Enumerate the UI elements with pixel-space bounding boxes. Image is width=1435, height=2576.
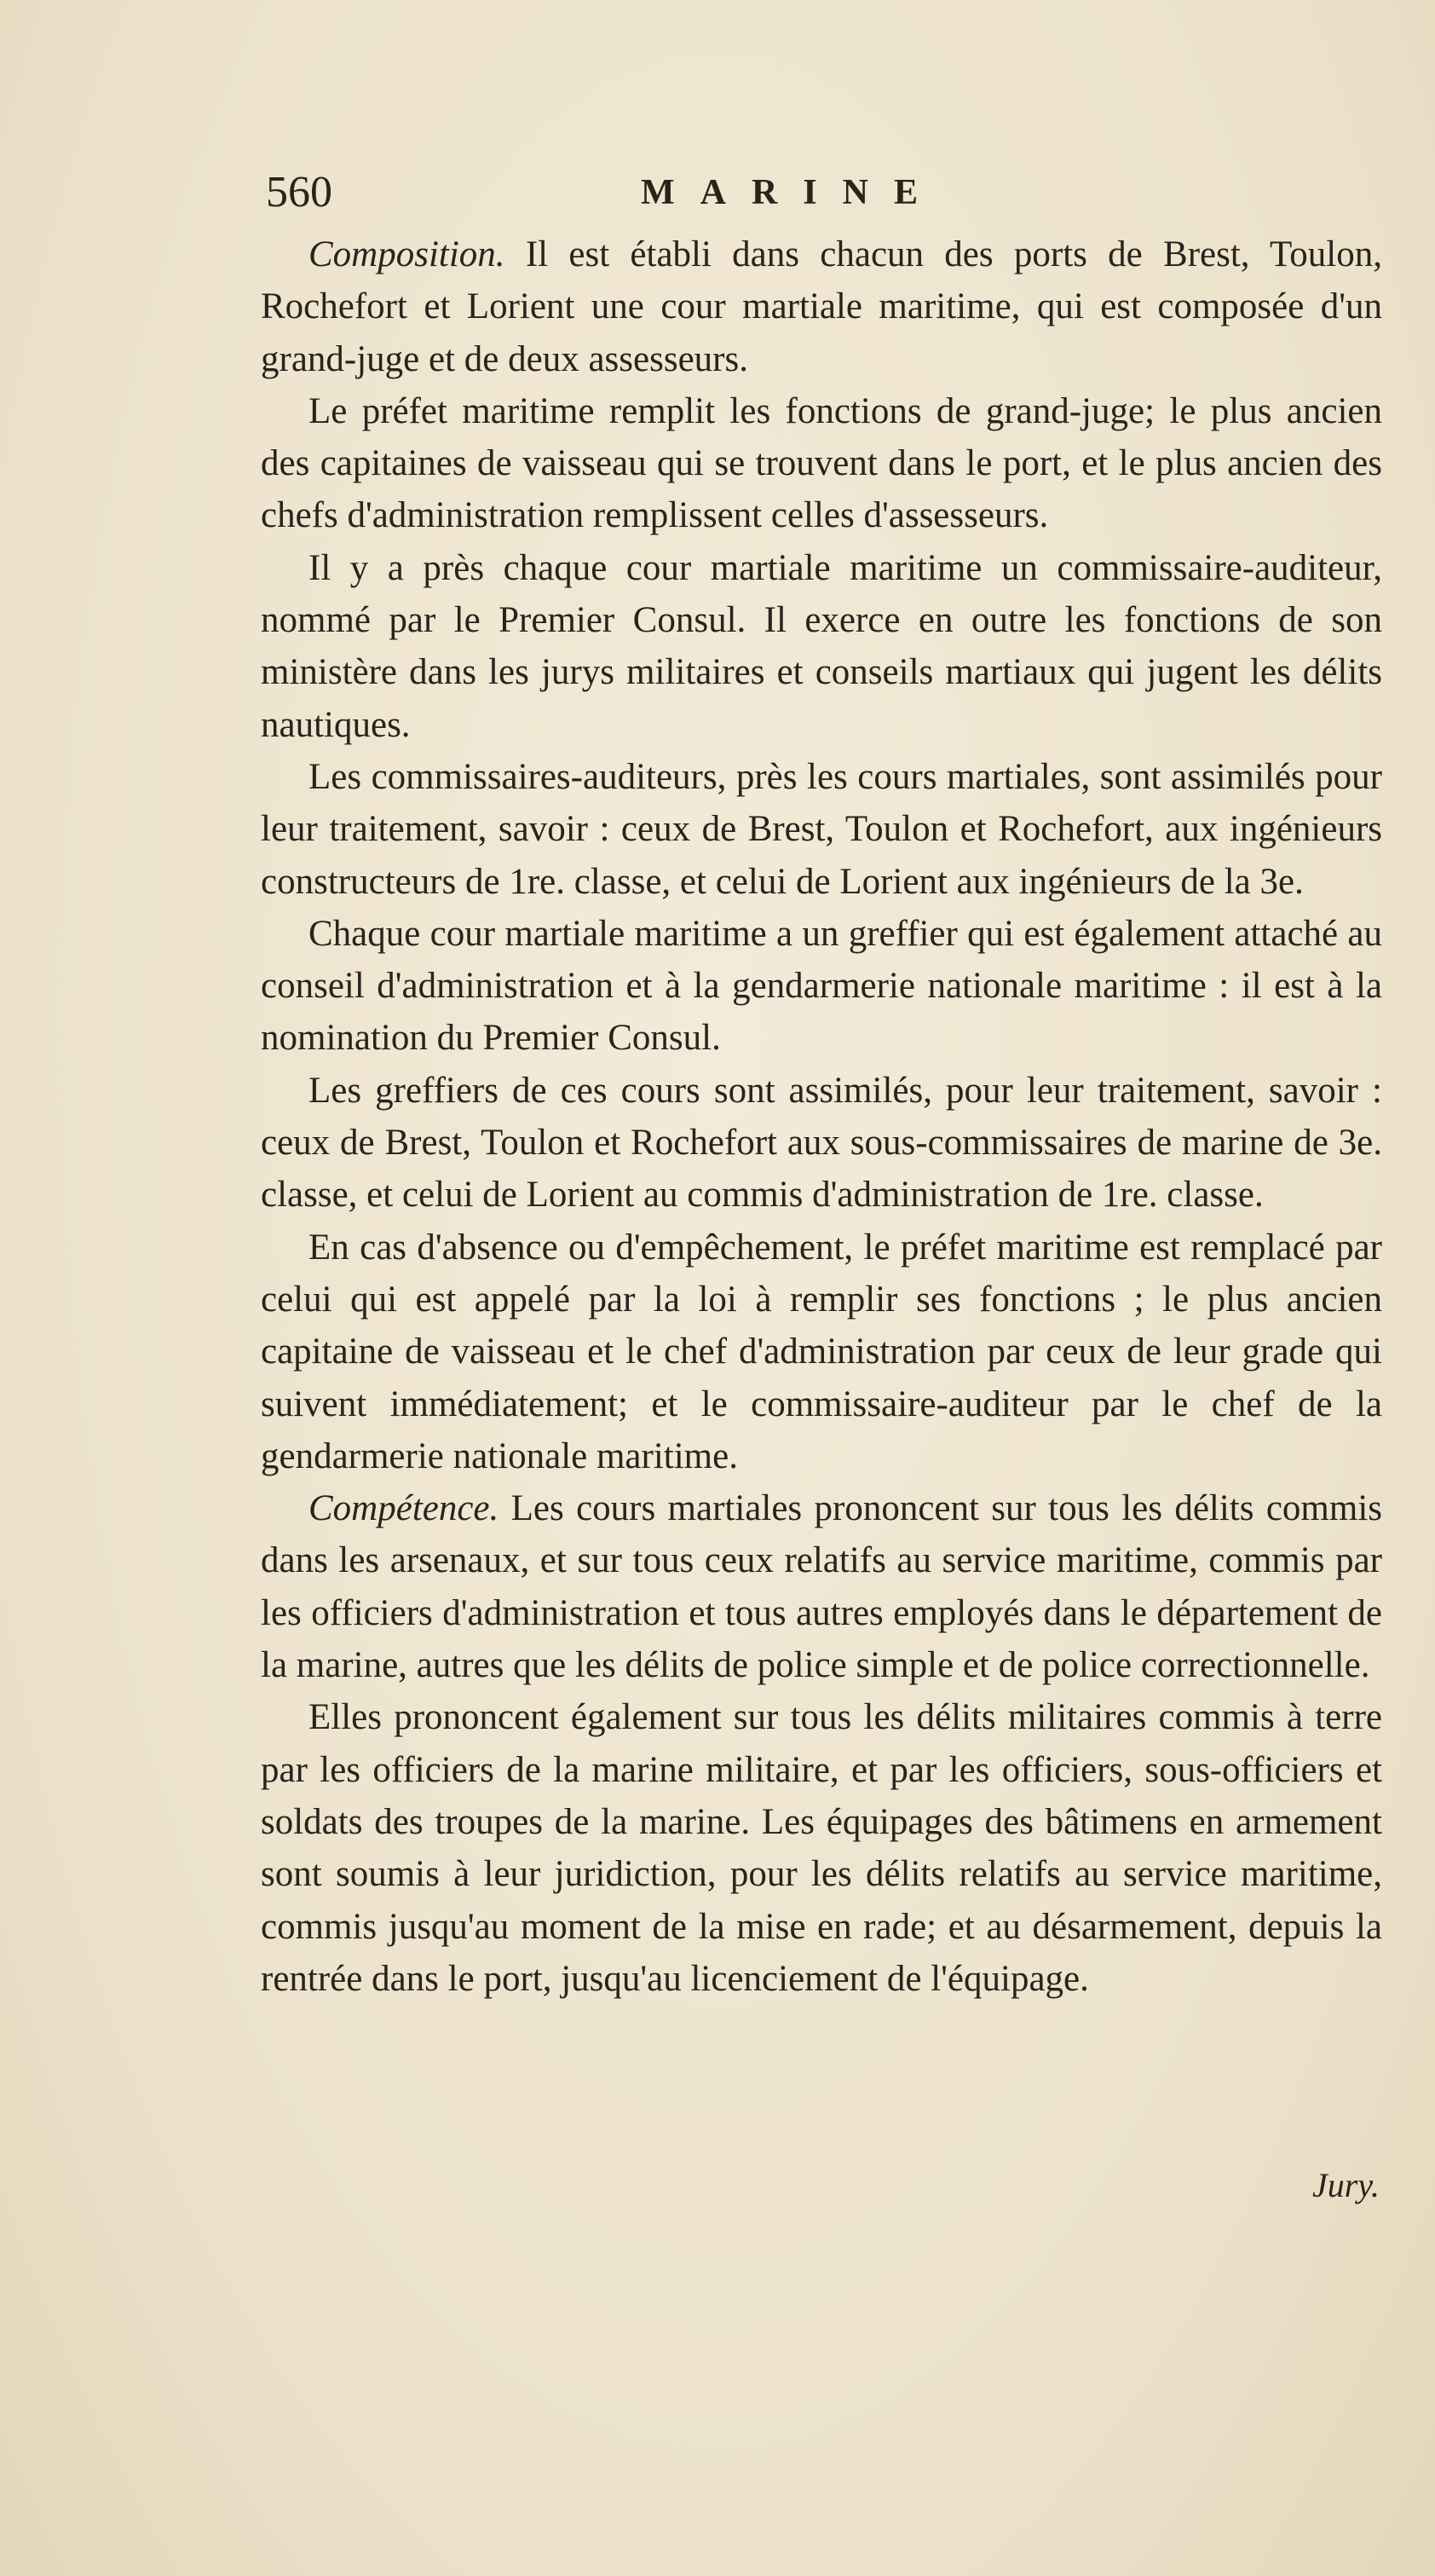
paragraph-text: En cas d'absence ou d'empêchement, le préfet maritime est remplacé par celui qui est appelé par la loi à remplir ses fonctions ; le plus ancien capitaine de vaisseau et le chef d'administration par ceux de leur grade qui suivent immédiatement; et le commissaire-auditeur par le chef de la gendarmerie nationale maritime.	[261, 1227, 1382, 1476]
paragraph	[261, 542, 1382, 751]
section-lead: Compétence.	[308, 1488, 499, 1529]
paragraph	[261, 1691, 1382, 2005]
section-lead: Composition.	[308, 234, 505, 274]
paragraph	[261, 385, 1382, 542]
paragraph-composition	[261, 228, 1382, 385]
paragraph	[261, 1222, 1382, 1482]
body-text	[261, 228, 1382, 2005]
paragraph-text: Les greffiers de ces cours sont assimilés, pour leur traitement, savoir : ceux de Brest, Toulon et Rochefort aux sous-commissaires de marine de 3e. classe, et celui de Lorient au commis d'administration de 1re. classe.	[261, 1070, 1382, 1216]
paragraph-text: Chaque cour martiale maritime a un greffier qui est également attaché au conseil d'administration et à la gendarmerie nationale maritime : il est à la nomination du Premier Consul.	[261, 913, 1382, 1059]
page-header	[266, 167, 1374, 227]
running-head: MARINE	[641, 173, 943, 212]
paragraph-text: Elles prononcent également sur tous les délits militaires commis à terre par les officiers de la marine militaire, et par les officiers, sous-officiers et soldats des troupes de la marine. Les équipages des bâtimens en armement sont soumis à leur juridiction, pour les délits relatifs au service maritime, commis jusqu'au moment de la mise en rade; et au désarmement, depuis la rentrée dans le port, jusqu'au licenciement de l'équipage.	[261, 1697, 1382, 1999]
paragraph-text: Le préfet maritime remplit les fonctions de grand-juge; le plus ancien des capitaines de vaisseau qui se trouvent dans le port, et le plus ancien des chefs d'administration remplissent celles d'assesseurs.	[261, 390, 1382, 536]
paragraph-competence	[261, 1482, 1382, 1691]
paragraph	[261, 1065, 1382, 1222]
paragraph	[261, 908, 1382, 1065]
page-number: 560	[266, 168, 332, 217]
paragraph-text: Les cours martiales prononcent sur tous les délits commis dans les arsenaux, et sur tous ceux relatifs au service maritime, commis par les officiers d'administration et tous autres employés dans le département de la marine, autres que les délits de police simple et de police correctionnelle.	[261, 1488, 1382, 1686]
paragraph	[261, 751, 1382, 908]
paragraph-text: Il y a près chaque cour martiale maritime un commissaire-auditeur, nommé par le Premier Consul. Il exerce en outre les fonctions de son ministère dans les jurys militaires et conseils martiaux qui jugent les délits nautiques.	[261, 547, 1382, 745]
catchword: Jury.	[1312, 2166, 1380, 2204]
paragraph-text: Il est établi dans chacun des ports de Brest, Toulon, Rochefort et Lorient une cour martiale maritime, qui est composée d'un grand-juge et de deux assesseurs.	[261, 234, 1382, 379]
paragraph-text: Les commissaires-auditeurs, près les cours martiales, sont assimilés pour leur traitement, savoir : ceux de Brest, Toulon et Rochefort, aux ingénieurs constructeurs de 1re. classe, et celui de Lorient aux ingénieurs de la 3e.	[261, 756, 1382, 902]
